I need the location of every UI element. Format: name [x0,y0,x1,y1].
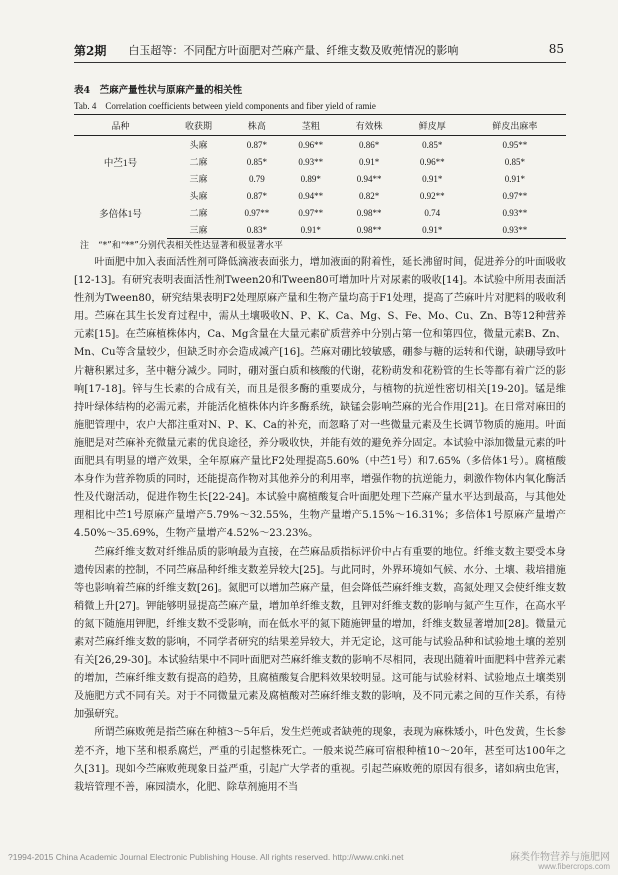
value-cell: 0.91* [359,156,380,167]
value-cell: 0.96** [298,139,324,150]
value-cell: 0.97** [298,207,324,218]
body-text [74,254,566,797]
paragraph: 所谓苎麻败蔸是指苎麻在种植3～5年后，发生烂蔸或者缺蔸的现象，表现为麻株矮小，叶色发黄，生长参差不齐，地下茎和根系腐烂，严重的引起整株死亡。一般来说苎麻可宿根种植10～20年，甚至可达100年之久[31]。现如今苎麻败蔸现象日益严重，引起广大学者的重视。引起苎麻败蔸的原因有很多，诸如病虫危害，栽培管理不善，麻园渍水，化肥、除草剂施用不当 [74,727,566,793]
period-cell: 二麻 [189,208,208,218]
period-cell: 二麻 [189,157,208,167]
value-cell: 0.79 [249,173,265,184]
col-header: 品种 [74,115,167,136]
table-row [74,187,566,204]
value-cell: 0.93** [502,207,528,218]
period-cell: 头麻 [189,140,208,150]
table-row [74,136,566,154]
issue-number: 第2期 [74,43,107,58]
value-cell: 0.93** [298,156,324,167]
value-cell: 0.95** [502,139,528,150]
value-cell: 0.74 [424,207,441,218]
value-cell: 0.91* [284,221,338,239]
value-cell: 0.85* [422,139,443,150]
running-title: 白玉超等：不同配方叶面肥对苎麻产量、纤维支数及败蔸情况的影响 [128,44,459,57]
table-note: 注 “*”和“**”分别代表相关性达显著和极显著水平 [80,241,283,251]
value-cell: 0.91* [422,173,443,184]
header-rule [74,62,566,63]
period-cell: 头麻 [189,191,208,201]
period-cell: 三麻 [189,174,208,184]
watermark-url: www.fibercrops.com [538,862,610,871]
variety-cell: 中苎1号 [103,158,138,169]
col-header: 收获期 [167,115,230,136]
value-cell: 0.91* [504,173,525,184]
table-caption-cn: 表4 苎麻产量性状与原麻产量的相关性 [74,85,243,96]
value-cell: 0.86* [359,139,380,150]
variety-cell: 多倍体1号 [99,209,142,220]
col-header: 鲜皮出麻率 [464,115,566,136]
paragraph: 苎麻纤维支数对纤维品质的影响最为直接，在苎麻品质指标评价中占有重要的地位。纤维支数主要受本身遗传因素的控制，不同苎麻品种纤维支数差异较大[25]。与此同时，外界环境如气候、水分、土壤、栽培措施等也影响着苎麻的纤维支数[26]。氮肥可以增加苎麻产量，但会降低苎麻纤维支数，高氮处理又会使纤维支数稍微上升[27]。钾能够明显提高苎麻产量，增加单纤维支数，且钾对纤维支数的影响与氮产生互作，在高水平的氮下随施用钾肥，纤维支数不受影响，而在低水平的氮下随施钾量的增加，纤维支数显著增加[28]。微量元素对苎麻纤维支数的影响，不同学者研究的结果差异较大，并无定论，这可能与试验品种和试验地土壤的差别有关[26,29-30]。本试验结果中不同叶面肥对苎麻纤维支数的影响不尽相同，表现出随着叶面肥料中营养元素的增加，苎麻纤维支数有提高的趋势，且腐植酸复合肥料效果较明显。这可能与试验材料、试验地点土壤类别及施肥方式不同有关。对于不同微量元素及腐植酸对苎麻纤维支数的影响，及不同元素之间的互作关系，有待加强研究。 [74,546,566,721]
value-cell: 0.98** [356,207,382,218]
page-number: 85 [548,42,564,56]
value-cell: 0.94** [298,190,324,201]
value-cell: 0.97** [502,190,528,201]
value-cell: 0.96** [419,156,445,167]
value-cell: 0.98** [338,221,401,239]
col-header: 茎粗 [284,115,338,136]
correlation-table [74,114,566,239]
value-cell: 0.93** [464,221,566,239]
value-cell: 0.92** [419,190,445,201]
watermark-text: 麻类作物营养与施肥网 [510,852,610,863]
table-caption-en: Tab. 4 Correlation coefficients between yield components and fiber yield of ramie [74,101,376,111]
copyright-line: ?1994-2015 China Academic Journal Electronic Publishing House. All rights reserved. http://www.cnki.net [8,852,404,862]
col-header: 有效株 [338,115,401,136]
value-cell: 0.94** [356,173,382,184]
value-cell: 0.87* [246,139,268,150]
period-cell: 三麻 [167,221,230,239]
col-header: 鲜皮厚 [401,115,464,136]
running-header [74,40,564,60]
paragraph: 叶面肥中加入表面活性剂可降低滴液表面张力，增加液面的附着性，延长沸留时间，促进养分的叶面吸收[12-13]。有研究表明表面活性剂Tween20和Tween80可增加叶片对尿素的吸收[14]。本试验中所用表面活性剂为Tween80，研究结果表明F2处理原麻产量和生物产量均高于F1处理，提高了苎麻叶片对肥料的吸收利用。苎麻在其生长发育过程中，需从土壤吸收N、P、K、Ca、Mg、S、Fe、Mo、Cu、Zn、B等12种营养元素[15]。在苎麻植株体内，Ca、Mg含量在大量元素矿质营养中分别占第一位和第四位，微量元素B、Zn、Mn、Cu等含量较少，但缺乏时亦会造成减产[16]。苎麻对硼比较敏感，硼参与糖的运转和代谢，缺硼导致叶片糖积累过多，茎中糖分减少。同时，硼对蛋白质和核酸的代谢，花粉萌发和花粉管的生长等都有着广泛的影响[17-18]。锌与生长素的合成有关，而且是很多酶的重要成分，与植物的抗逆性密切相关[19-20]。锰是维持叶绿体结构的必需元素，并能活化植株体内许多酶系统，缺锰会影响苎麻的光合作用[21]。在日常对麻田的施肥管理中，农户大都注重对N、P、K、Ca的补充，而忽略了对一些微量元素及生长调节物质的施用。叶面施肥是对苎麻补充微量元素的优良途径，养分吸收快，并能有效的避免养分固定。本试验中添加微量元素的叶面肥具有明显的增产效果，全年原麻产量比F2处理提高5.60%（中苎1号）和7.65%（多倍体1号）。腐植酸本身作为营养物质的同时，还能提高作物对其他养分的利用率，增强作物的抗逆能力，刺激作物体内氧化酶活性及代谢活动，促进作物生长[22-24]。本试验中腐植酸复合叶面肥处理下苎麻产量水平达到最高，与其他处理相比中苎1号原麻产量增产5.79%～32.55%，生物产量增产5.15%～16.31%；多倍体1号原麻产量增产4.50%～35.69%，生物产量增产4.52%～23.23%。 [74,257,566,540]
value-cell: 0.91* [401,221,464,239]
value-cell: 0.87* [246,190,268,201]
value-cell: 0.85* [246,156,268,167]
value-cell: 0.82* [359,190,380,201]
value-cell: 0.83* [230,221,284,239]
value-cell: 0.89* [300,173,321,184]
value-cell: 0.85* [504,156,525,167]
col-header: 株高 [230,115,284,136]
table-header-row [74,115,566,136]
value-cell: 0.97** [244,207,270,218]
